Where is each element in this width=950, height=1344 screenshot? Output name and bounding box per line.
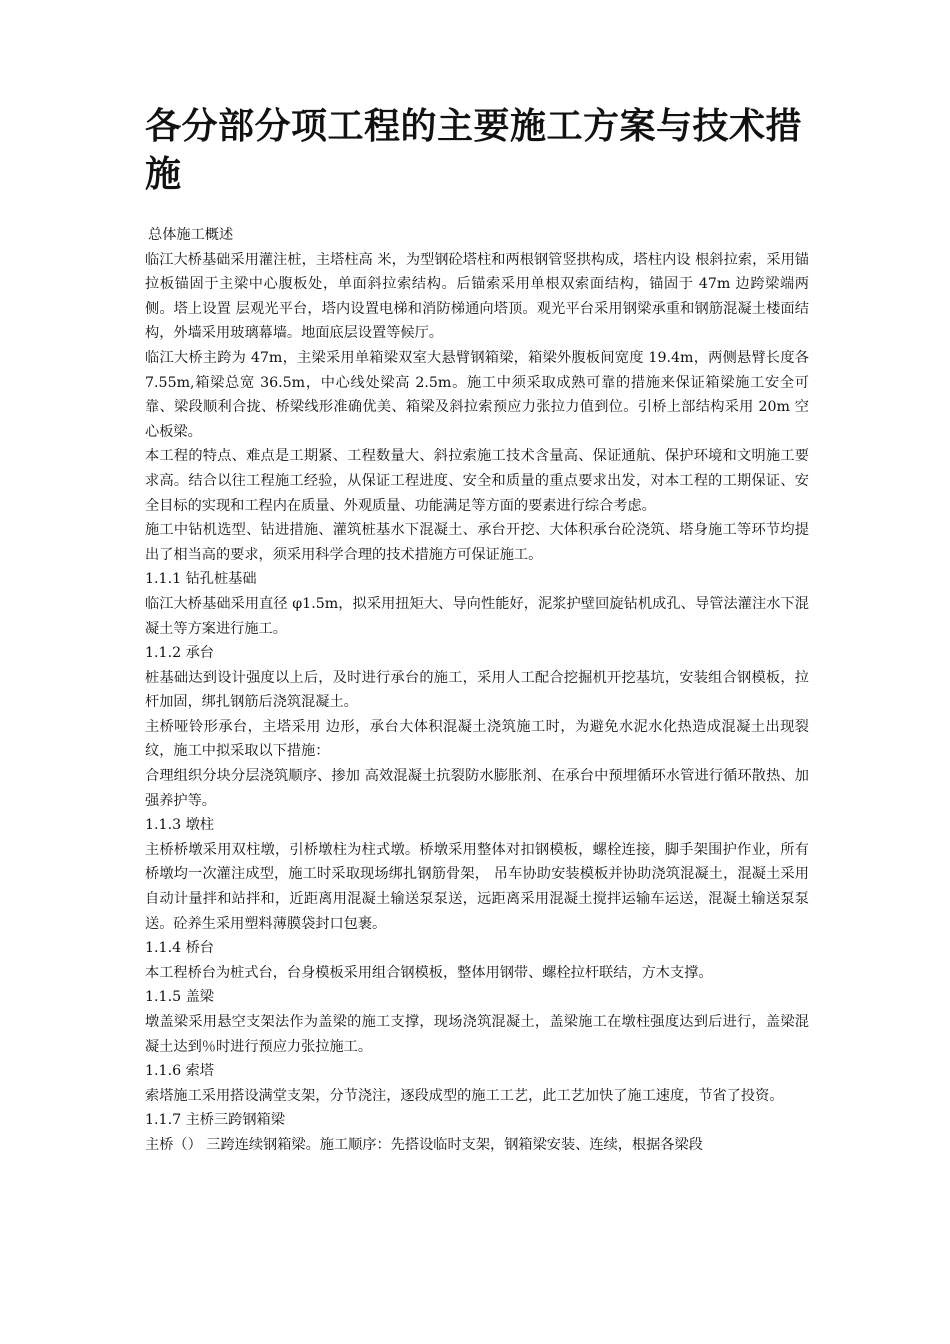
section-heading-1-1-4: 1.1.4 桥台 xyxy=(145,940,214,957)
paragraph-steel-box-girder: 主桥（） 三跨连续钢箱梁。施工顺序：先搭设临时支架，钢箱梁安装、连续，根据各梁段 xyxy=(145,1136,703,1153)
document-body xyxy=(145,223,809,1158)
section-heading-overview: 总体施工概述 xyxy=(148,227,234,243)
section-heading-1-1-2: 1.1.2 承台 xyxy=(145,645,214,662)
paragraph-cap-beam: 墩盖梁采用悬空支架法作为盖梁的施工支撑，现场浇筑混凝土，盖梁施工在墩柱强度达到后进行，盖梁混凝土达到％时进行预应力张拉施工。 xyxy=(145,1014,809,1055)
paragraph-bored-piles: 临江大桥基础采用直径 φ1.5m，拟采用扭矩大、导向性能好，泥浆护壁回旋钻机成孔、导管法灌注水下混凝土等方案进行施工。 xyxy=(145,595,809,637)
paragraph-pile-cap: 桩基础达到设计强度以上后，及时进行承台的施工，采用人工配合挖掘机开挖基坑，安装组合钢模板，拉杆加固，绑扎钢筋后浇筑混凝土。 xyxy=(145,669,809,711)
paragraph-piers: 主桥桥墩采用双柱墩，引桥墩柱为柱式墩。桥墩采用整体对扣钢模板，螺栓连接，脚手架围护作业，所有桥墩均一次灌注成型，施工时采取现场绑扎钢筋骨架， 吊车协助安装模板并协助浇筑混凝土，混凝土采用自动计量拌和站拌和，近距离用混凝土输送泵泵送，远距离采用混凝土搅拌运输车运送，混凝土输送泵泵送。砼养生采用塑料薄膜袋封口包裹。 xyxy=(145,841,809,932)
document-page xyxy=(145,103,809,1158)
paragraph-overview-structure: 临江大桥基础采用灌注桩，主塔柱高 米，为型钢砼塔柱和两根钢管竖拱构成，塔柱内设 根斜拉索，采用锚拉板锚固于主梁中心腹板处，单面斜拉索结构。后锚索采用单根双索面结构，锚固于 47m 边跨梁端两侧。塔上设置 层观光平台，塔内设置电梯和消防梯通向塔顶。观光平台采用钢梁承重和钢筋混凝土楼面结构，外墙采用玻璃幕墙。地面底层设置等候厅。 xyxy=(145,251,809,342)
section-heading-1-1-6: 1.1.6 索塔 xyxy=(145,1063,214,1080)
document-title: 各分部分项工程的主要施工方案与技术措施 xyxy=(145,106,803,195)
section-heading-1-1-7: 1.1.7 主桥三跨钢箱梁 xyxy=(145,1112,285,1129)
paragraph-main-span: 临江大桥主跨为 47m，主梁采用单箱梁双室大悬臂钢箱梁，箱梁外腹板间宽度 19.4m，两侧悬臂长度各 7.55m,箱梁总宽 36.5m，中心线处梁高 2.5m。施工中须采取成熟可靠的措施来保证箱梁施工安全可靠、梁段顺利合拢、桥梁线形准确优美、箱梁及斜拉索预应力张拉力值到位。引桥上部结构采用 20m 空心板梁。 xyxy=(145,349,809,440)
section-heading-1-1-5: 1.1.5 盖梁 xyxy=(145,989,214,1006)
paragraph-abutment: 本工程桥台为桩式台，台身模板采用组合钢模板，整体用钢带、螺栓拉杆联结，方木支撑。 xyxy=(145,964,713,981)
paragraph-pile-cap-measures: 合理组织分块分层浇筑顺序、掺加 高效混凝土抗裂防水膨胀剂、在承台中预埋循环水管进行循环散热、加强养护等。 xyxy=(145,768,809,809)
paragraph-features-difficulties: 本工程的特点、难点是工期紧、工程数量大、斜拉索施工技术含量高、保证通航、保护环境和文明施工要求高。结合以往工程施工经验，从保证工程进度、安全和质量的重点要求出发，对本工程的工期保证、安全目标的实现和工程内在质量、外观质量、功能满足等方面的要素进行综合考虑。 xyxy=(145,448,809,514)
paragraph-cable-tower: 索塔施工采用搭设满堂支架，分节浇注，逐段成型的施工工艺，此工艺加快了施工速度，节省了投资。 xyxy=(145,1087,784,1104)
paragraph-construction-requirements: 施工中钻机选型、钻进措施、灌筑桩基水下混凝土、承台开挖、大体积承台砼浇筑、塔身施工等环节均提出了相当高的要求，须采用科学合理的技术措施方可保证施工。 xyxy=(145,522,809,563)
paragraph-pile-cap-mass-concrete: 主桥哑铃形承台，主塔采用 边形，承台大体积混凝土浇筑施工时，为避免水泥水化热造成混凝土出现裂纹，施工中拟采取以下措施： xyxy=(145,718,809,760)
section-heading-1-1-3: 1.1.3 墩柱 xyxy=(145,817,214,834)
section-heading-1-1-1: 1.1.1 钻孔桩基础 xyxy=(145,571,257,588)
